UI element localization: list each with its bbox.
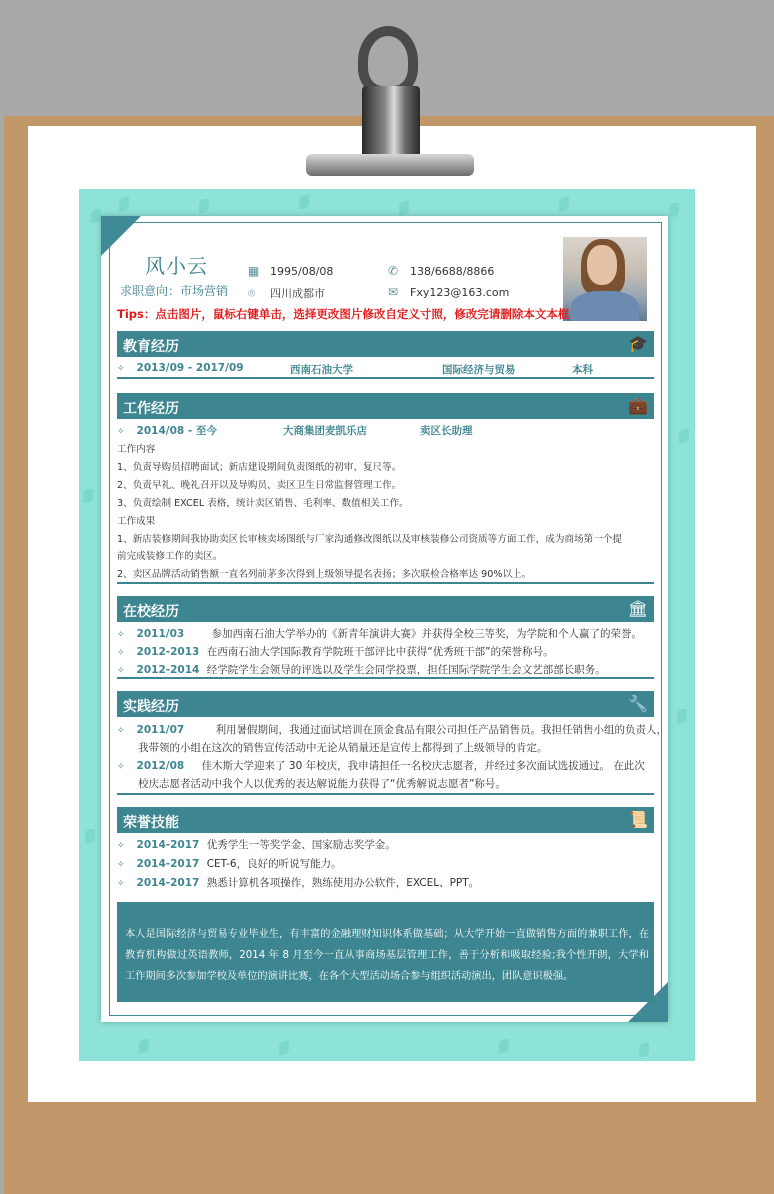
work-result-line: 1、新店装修期间我协助卖区长审核卖场图纸与厂家沟通修改图纸以及审核装修公司资质等方面工作，成为商场第一个提 — [117, 534, 622, 545]
calendar-icon: ▦ — [248, 264, 260, 278]
phone-icon: ✆ — [388, 264, 399, 278]
profile-photo[interactable] — [563, 237, 647, 321]
work-company: 大商集团麦凯乐店 — [283, 425, 367, 437]
leaf-decoration — [199, 199, 209, 213]
leaf-decoration — [83, 489, 93, 503]
summary-text: 本人是国际经济与贸易专业毕业生，有丰富的金融理财知识体系做基础；从大学开始一直做销售方面的兼职工作，在教育机构做过英语教师，2014 年 8 月至今一直从事商场基层管理工作，善于分析和吸取经验;我个性开朗，大学和工作期间多次参加学校及单位的演讲比赛，在各个大型活动场合参与组织活动演出，团队意识极强。 — [125, 929, 649, 982]
graduation-cap-icon: 🎓 — [628, 334, 648, 353]
self-summary — [117, 902, 654, 1002]
leaf-decoration — [679, 429, 689, 443]
work-content-line: 2、负责早礼、晚礼召开以及导购员、卖区卫生日常监督管理工作。 — [117, 480, 402, 491]
tips-text[interactable]: Tips：点击图片，鼠标右键单击，选择更改图片修改自定义寸照，修改完请删除本文本框 — [117, 307, 570, 321]
section-practice — [117, 691, 654, 717]
campus-item: ✧ 2012-2013 在西南石油大学国际教育学院班干部评比中获得“优秀班干部”的荣誉称号。 — [117, 646, 554, 658]
section-divider — [117, 793, 654, 795]
candidate-name: 风小云 — [145, 254, 208, 278]
email-field: ✉ Fxy123@163.com — [388, 285, 510, 299]
leaf-decoration — [85, 829, 95, 843]
briefcase-icon: 💼 — [628, 396, 648, 415]
leaf-decoration — [669, 203, 679, 217]
location-field: ⌾ 四川成都市 — [248, 286, 325, 300]
birthday-field: ▦ 1995/08/08 — [248, 264, 334, 278]
leaf-decoration — [399, 201, 409, 215]
leaf-decoration — [279, 1041, 289, 1055]
work-content-title: 工作内容 — [117, 444, 156, 455]
work-results-title: 工作成果 — [117, 516, 156, 527]
section-campus — [117, 596, 654, 622]
section-title: 荣誉技能 — [123, 815, 179, 831]
education-row: ✧ 2013/09 - 2017/09 — [117, 362, 244, 374]
education-school: 西南石油大学 — [290, 364, 353, 376]
work-result-line: 2、卖区品牌活动销售额一直名列前茅多次得到上级领导提名表扬；多次联检合格率达 90%以上。 — [117, 569, 532, 580]
bank-building-icon: 🏛 — [627, 599, 648, 618]
leaf-decoration — [499, 1039, 509, 1053]
section-education — [117, 331, 654, 357]
section-divider — [117, 677, 654, 679]
job-objective: 求职意向：市场营销 — [120, 284, 229, 298]
leaf-decoration — [91, 209, 101, 223]
honor-item: ✧ 2014-2017 CET-6，良好的听说写能力。 — [117, 858, 342, 870]
section-work — [117, 393, 654, 419]
campus-item: ✧ 2011/03 参加西南石油大学举办的《新青年演讲大赛》并获得全校三等奖，为学院和个人赢了的荣誉。 — [117, 628, 643, 640]
certificate-icon: 📜 — [628, 810, 648, 829]
corner-decoration — [101, 216, 141, 256]
phone-field: ✆ 138/6688/8866 — [388, 264, 495, 278]
section-title: 实践经历 — [123, 699, 179, 715]
education-major: 国际经济与贸易 — [442, 364, 516, 376]
leaf-decoration — [299, 195, 309, 209]
binder-clip — [306, 26, 474, 176]
work-row: ✧ 2014/08 - 至今 — [117, 425, 217, 437]
section-title: 工作经历 — [123, 401, 179, 417]
location-pin-icon: ⌾ — [248, 286, 256, 300]
leaf-decoration — [559, 197, 569, 211]
work-content-line: 3、负责绘制 EXCEL 表格，统计卖区销售、毛利率、数值相关工作。 — [117, 498, 409, 509]
campus-item: ✧ 2012-2014 经学院学生会领导的评选以及学生会同学投票，担任国际学院学生会文艺部部长职务。 — [117, 664, 606, 676]
work-position: 卖区长助理 — [420, 425, 473, 437]
practice-item: ✧ 2012/08 佳木斯大学迎来了 30 年校庆，我申请担任一名校庆志愿者，并经过多次面试选拔通过。 在此次 — [117, 760, 645, 772]
education-degree: 本科 — [572, 364, 593, 376]
leaf-decoration — [139, 1039, 149, 1053]
practice-item: ✧ 2011/07 利用暑假期间，我通过面试培训在顶金食品有限公司担任产品销售员。我担任销售小组的负责人， — [117, 724, 668, 736]
section-honors — [117, 807, 654, 833]
wrench-icon: 🔧 — [628, 694, 648, 713]
practice-item-continued: 我带领的小组在这次的销售宣传活动中无论从销量还是宣传上都得到了上级领导的肯定。 — [138, 742, 548, 754]
section-title: 教育经历 — [123, 339, 179, 355]
leaf-decoration — [639, 1043, 649, 1057]
section-divider — [117, 377, 654, 379]
practice-item-continued: 校庆志愿者活动中我个人以优秀的表达解说能力获得了“优秀解说志愿者”称号。 — [138, 778, 506, 790]
work-content-line: 1、负责导购员招聘面试；新店建设期间负责图纸的初审、复尺等。 — [117, 462, 402, 473]
section-divider — [117, 582, 654, 584]
honor-item: ✧ 2014-2017 优秀学生一等奖学金、国家励志奖学金。 — [117, 839, 396, 851]
leaf-decoration — [677, 709, 687, 723]
work-result-line: 前完成装修工作的卖区。 — [117, 551, 223, 562]
leaf-decoration — [119, 197, 129, 211]
section-title: 在校经历 — [123, 604, 179, 620]
mail-icon: ✉ — [388, 285, 399, 299]
honor-item: ✧ 2014-2017 熟悉计算机各项操作，熟练使用办公软件，EXCEL、PPT。 — [117, 877, 480, 889]
